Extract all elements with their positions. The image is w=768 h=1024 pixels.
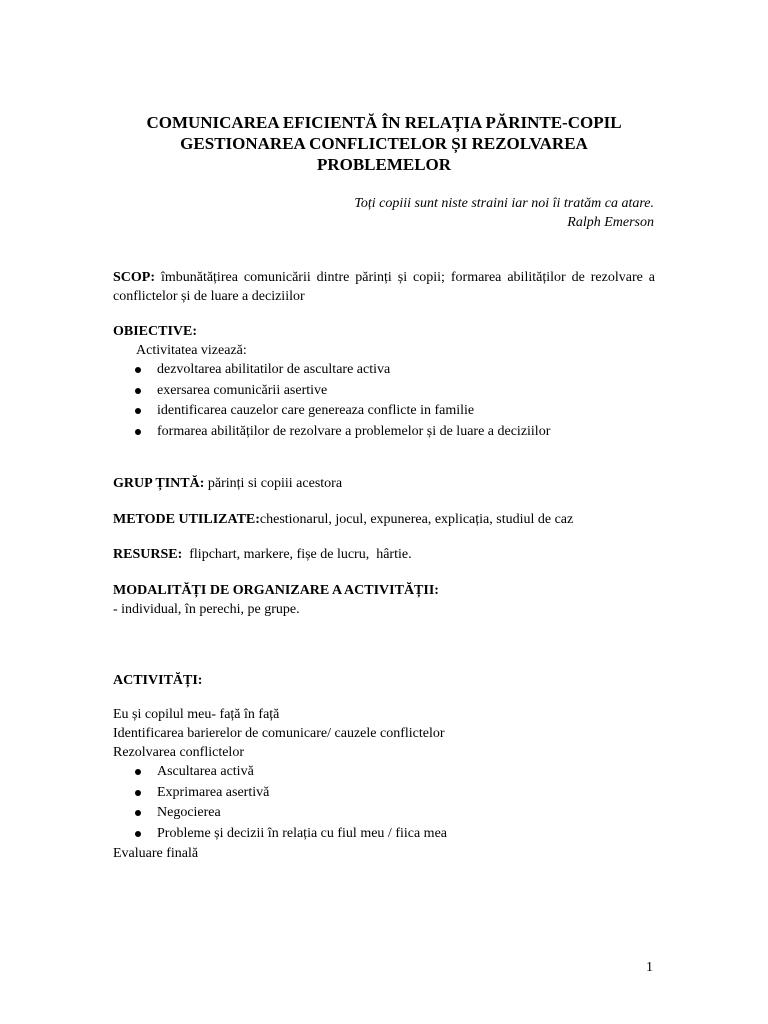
list-item: exersarea comunicării asertive [135, 381, 655, 402]
bullet-icon [135, 367, 141, 373]
modalitati-section [113, 581, 655, 619]
bullet-icon [135, 790, 141, 796]
list-item: formarea abilităților de rezolvare a problemelor și de luare a deciziilor [135, 422, 655, 443]
resurse-section [113, 545, 655, 564]
quote-author: Ralph Emerson [567, 215, 654, 230]
obiective-intro: Activitatea vizează: [136, 343, 247, 358]
activitati-line-1: Eu și copilul meu- față în față [113, 707, 280, 722]
activitati-section [113, 671, 655, 690]
bullet-icon [135, 810, 141, 816]
resurse-text: flipchart, markere, fișe de lucru, hârtie. [182, 547, 412, 562]
resurse-label: RESURSE: [113, 547, 183, 562]
list-item: Negocierea [135, 803, 655, 824]
title-line-2: GESTIONAREA CONFLICTELOR ȘI REZOLVAREA [180, 134, 588, 153]
grup-text: părinți si copiii acestora [204, 476, 343, 491]
bullet-icon [135, 408, 141, 414]
grup-label: GRUP ȚINTĂ: [113, 476, 205, 491]
title-line-1: COMUNICAREA EFICIENTĂ ÎN RELAȚIA PĂRINTE-COPIL [146, 113, 622, 132]
document-title [0, 112, 768, 175]
metode-label: METODE UTILIZATE: [113, 512, 260, 527]
obiective-label: OBIECTIVE: [113, 324, 198, 339]
bullet-icon [135, 388, 141, 394]
activitati-content [113, 705, 655, 863]
activitati-final: Evaluare finală [113, 846, 199, 861]
obiective-section [113, 322, 655, 442]
list-item: Exprimarea asertivă [135, 783, 655, 804]
epigraph [354, 194, 654, 232]
metode-text: chestionarul, jocul, expunerea, explicația, studiul de caz [259, 512, 574, 527]
scop-section [113, 268, 655, 306]
bullet-icon [135, 831, 141, 837]
obiective-list [113, 360, 655, 442]
activitati-line-3: Rezolvarea conflictelor [113, 745, 244, 760]
page-number: 1 [646, 960, 653, 975]
activitati-line-2: Identificarea barierelor de comunicare/ cauzele conflictelor [113, 726, 445, 741]
modalitati-text: - individual, în perechi, pe grupe. [113, 602, 300, 617]
activitati-label: ACTIVITĂȚI: [113, 673, 203, 688]
list-item: identificarea cauzelor care genereaza conflicte in familie [135, 401, 655, 422]
list-item: Probleme și decizii în relația cu fiul meu / fiica mea [135, 824, 655, 845]
list-item: dezvoltarea abilitatilor de ascultare activa [135, 360, 655, 381]
scop-label: SCOP: [113, 270, 155, 285]
scop-text: îmbunătățirea comunicării dintre părinți și copii; formarea abilităților de rezolvare a conflictelor și de luare a deciziilor [113, 270, 655, 304]
grup-section [113, 474, 655, 493]
bullet-icon [135, 429, 141, 435]
metode-section [113, 510, 655, 529]
modalitati-label: MODALITĂȚI DE ORGANIZARE A ACTIVITĂȚII: [113, 583, 439, 598]
quote-text: Toți copiii sunt niste straini iar noi îi tratăm ca atare. [354, 196, 654, 211]
list-item: Ascultarea activă [135, 762, 655, 783]
activitati-list [113, 762, 655, 844]
bullet-icon [135, 769, 141, 775]
title-line-3: PROBLEMELOR [316, 155, 452, 174]
